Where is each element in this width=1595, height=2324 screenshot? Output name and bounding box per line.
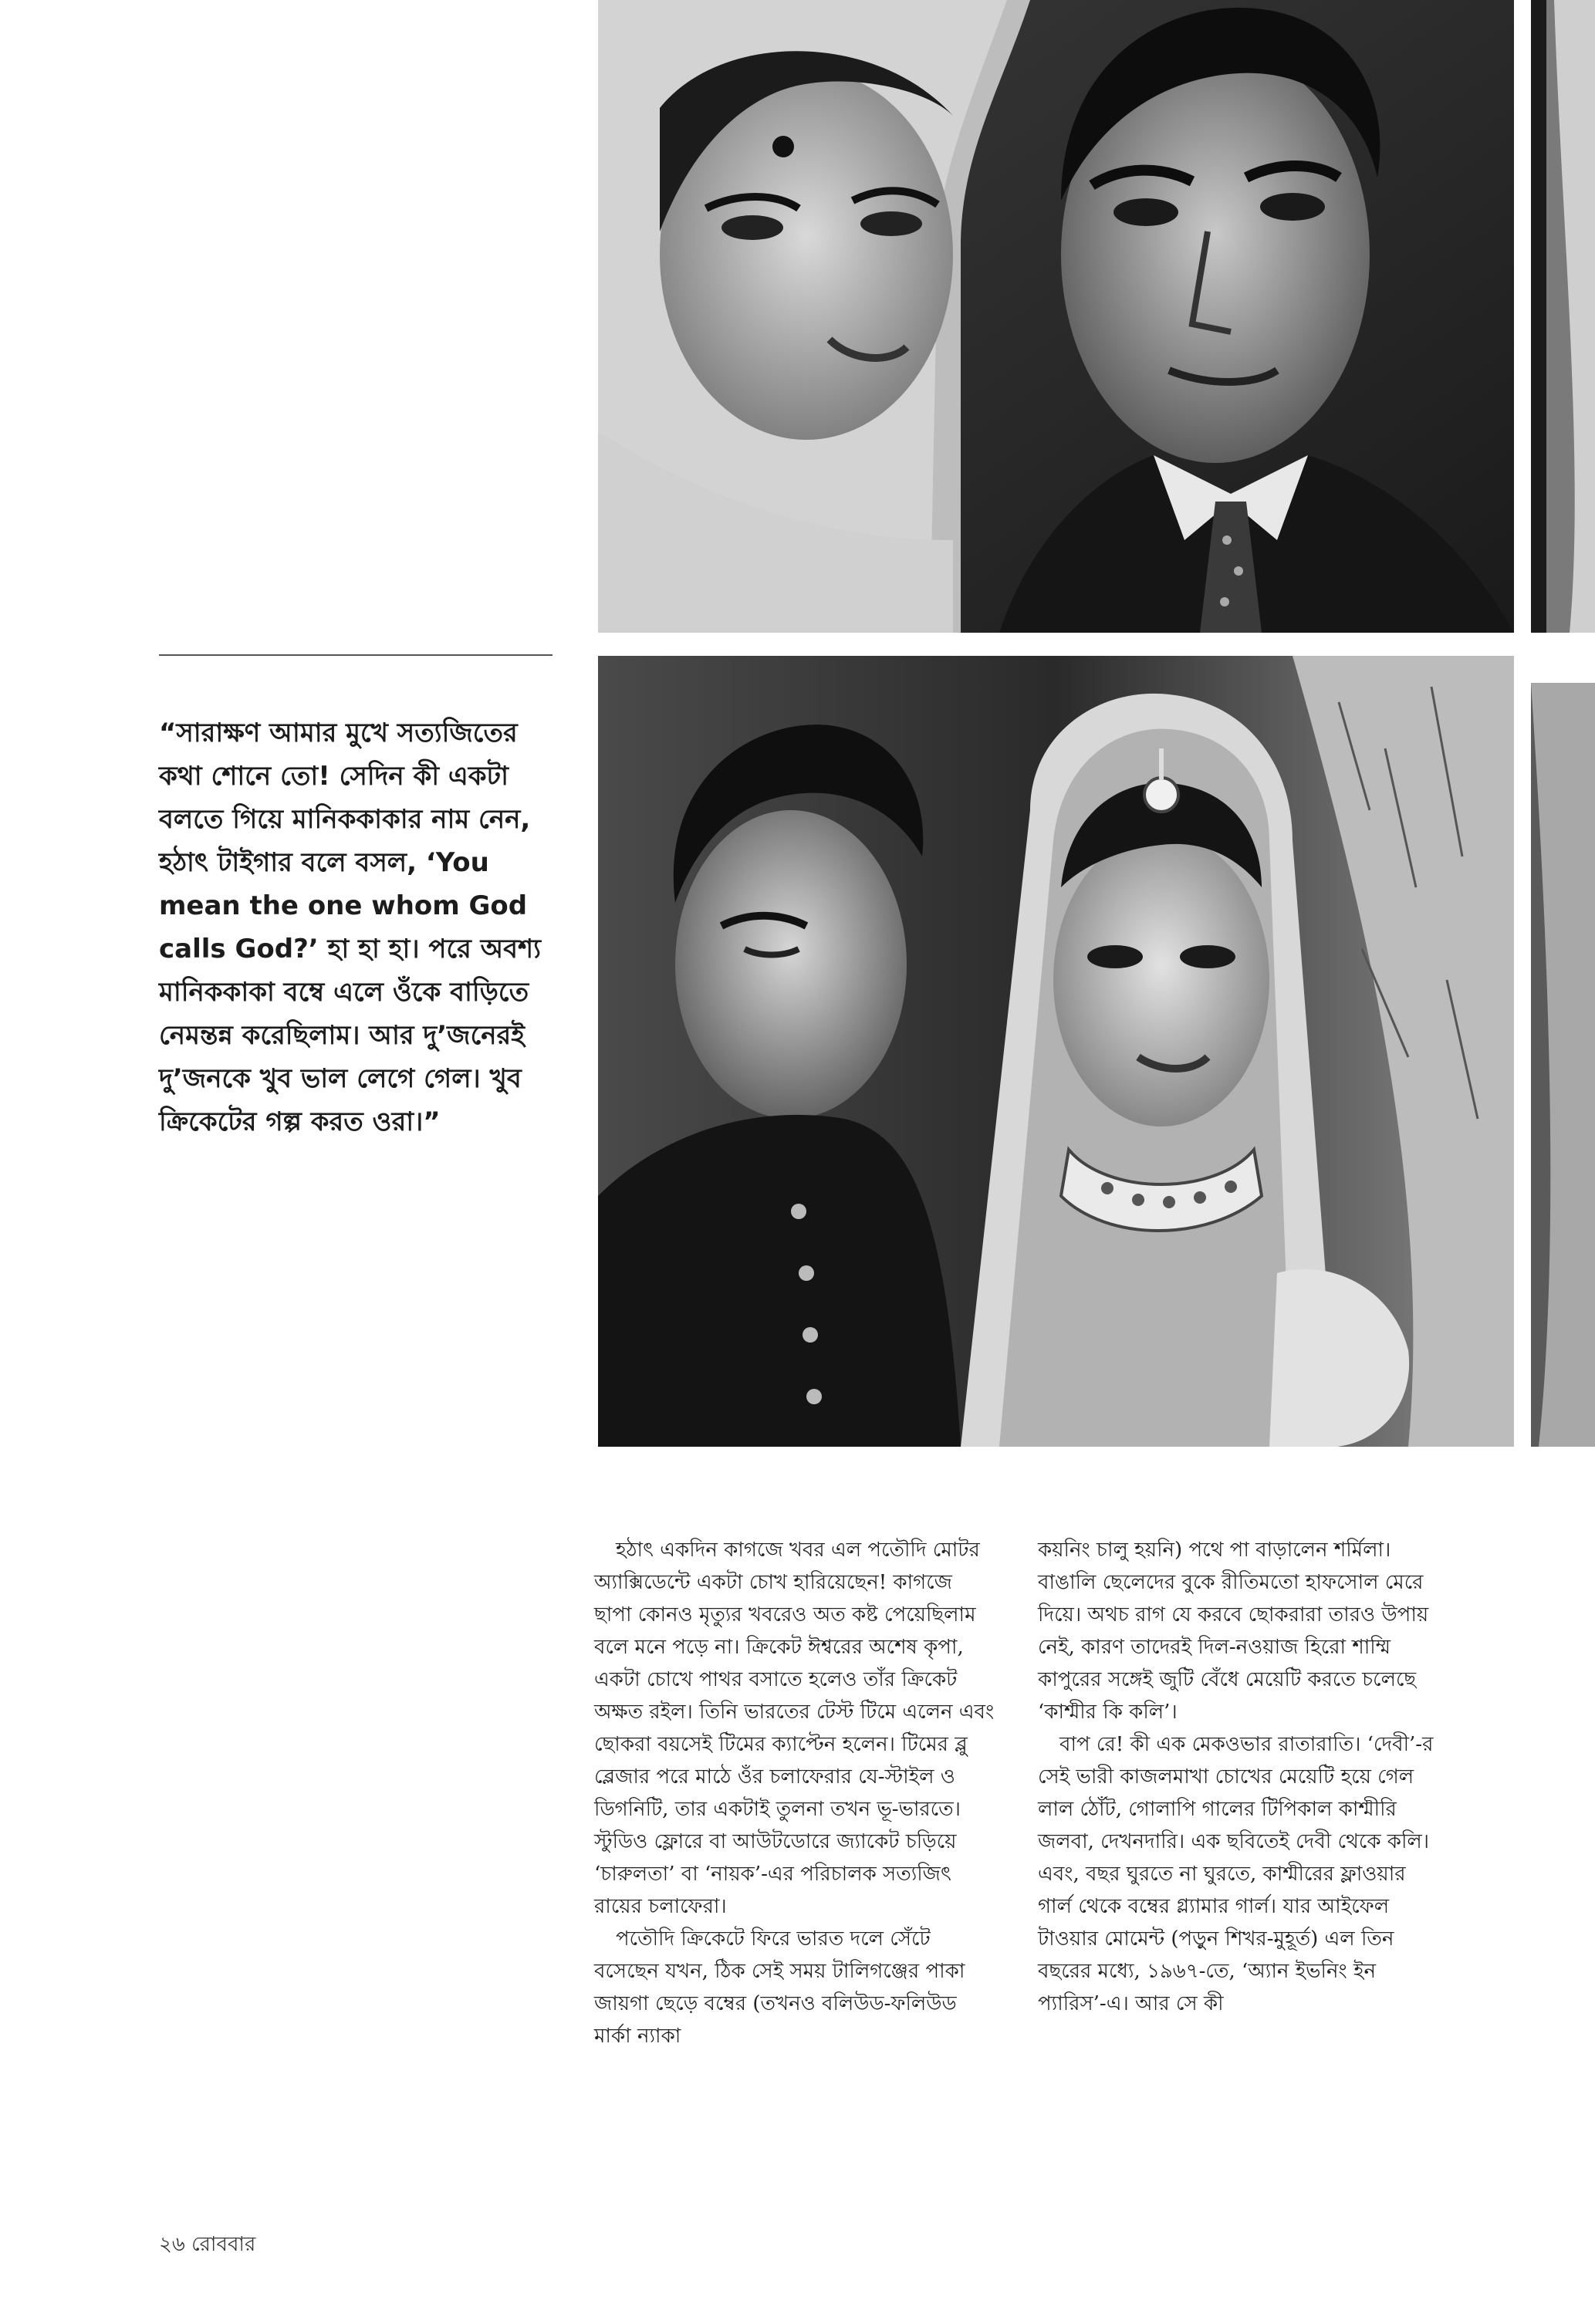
article-paragraph: কয়নিং চালু হয়নি) পথে পা বাড়ালেন শর্মিলা। বাঙালি ছেলেদের বুকে রীতিমতো হাফসোল মেরে দিয়ে। অথচ রাগ যে করবে ছোকরারা তারও উপায় নেই, কারণ তাদেরই দিল-নওয়াজ হিরো শাম্মি কাপুরের সঙ্গেই জুটি বেঁধে মেয়েটি করতে চলেছে ‘কাশ্মীর কি কলি’। [1038,1539,1429,1724]
article-paragraph: বাপ রে! কী এক মেকওভার রাতারাতি। ‘দেবী’-র সেই ভারী কাজলমাখা চোখের মেয়েটি হয়ে গেল লাল ঠোঁট, গোলাপি গালের টিপিকাল কাশ্মীরি জলবা, দেখনদারি। এক ছবিতেই দেবী থেকে কলি। এবং, বছর ঘুরতে না ঘুরতে, কাশ্মীরের ফ্লাওয়ার গার্ল থেকে বম্বের গ্ল্যামার গার্ল। যার আইফেল টাওয়ার মোমেন্ট (পড়ুন শিখর-মুহূর্ত) এল তিন বছরের মধ্যে, ১৯৬৭-তে, ‘অ্যান ইভনিং ইন প্যারিস’-এ। আর সে কী [1038,1733,1434,2015]
photo-couple-portrait [598,0,1514,633]
photo-wedding-couple [598,656,1514,1447]
article-column-2 [1038,1534,1439,2020]
photo-edge-strip-top [1531,0,1595,633]
article-paragraph: পতৌদি ক্রিকেটে ফিরে ভারত দলে সেঁটে বসেছেন যখন, ঠিক সেই সময় টালিগঞ্জের পাকা জায়গা ছেড়ে বম্বের (তখনও বলিউড-ফলিউড মার্কা ন্যাকা [594,1927,965,2048]
article-paragraph: হঠাৎ একদিন কাগজে খবর এল পতৌদি মোটর অ্যাক্সিডেন্টে একটা চোখ হারিয়েছেন! কাগজে ছাপা কোনও মৃত্যুর খবরেও অত কষ্ট পেয়েছিলাম বলে মনে পড়ে না। ক্রিকেট ঈশ্বরের অশেষ কৃপা, একটা চোখে পাথর বসাতে হলেও তাঁর ক্রিকেট অক্ষত রইল। তিনি ভারতের টেস্ট টিমে এলেন এবং ছোকরা বয়সেই টিমের ক্যাপ্টেন হলেন। টিমের ব্লু ব্লেজার পরে মাঠে ওঁর চলাফেরার যে-স্টাইল ও ডিগনিটি, তার একটাই তুলনা তখন ভূ-ভারতে। স্টুডিও ফ্লোরে বা আউটডোরে জ্যাকেট চড়িয়ে ‘চারুলতা’ বা ‘নায়ক’-এর পরিচালক সত্যজিৎ রায়ের চলাফেরা। [594,1539,995,1918]
pull-quote-rule [159,654,553,656]
page-folio [159,2228,255,2262]
page-number: ২৬ [159,2233,185,2256]
photo-edge-strip-bottom [1531,683,1595,1447]
pull-quote: “সারাক্ষণ আমার মুখে সত্যজিতের কথা শোনে তো! সেদিন কী একটা বলতে গিয়ে মানিককাকার নাম নেন, হঠাৎ টাইগার বলে বসল, ‘You mean the one whom God calls God?’ হা হা হা। পরে অবশ্য মানিককাকা বম্বে এলে ওঁকে বাড়িতে নেমন্তন্ন করেছিলাম। আর দু’জনেরই দু’জনকে খুব ভাল লেগে গেল। খুব ক্রিকেটের গল্প করত ওরা।” [159,718,542,1137]
article-column-1 [594,1534,995,2052]
magazine-name: রোববার [191,2233,256,2256]
